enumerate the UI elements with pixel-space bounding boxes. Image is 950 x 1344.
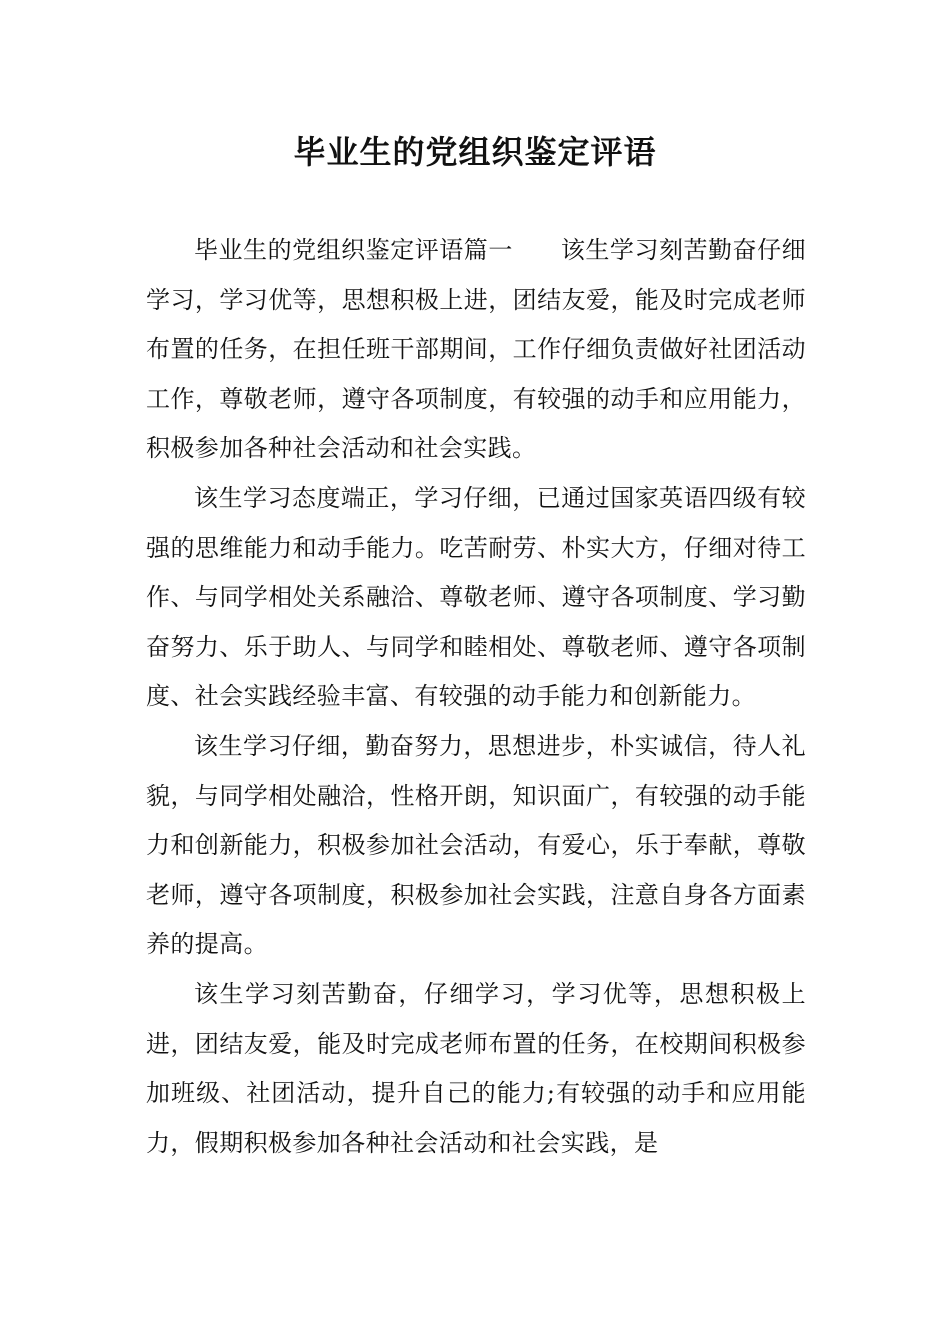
page-title: 毕业生的党组织鉴定评语 [293, 133, 657, 171]
paragraph-3: 该生学习仔细，勤奋努力，思想进步，朴实诚信，待人礼貌，与同学相处融洽，性格开朗，知识面广，有较强的动手能力和创新能力，积极参加社会活动，有爱心，乐于奉献，尊敬老师，遵守各项制度，积极参加社会实践，注意自身各方面素养的提高。 [146, 731, 806, 959]
section-label: 毕业生的党组织鉴定评语篇一 [194, 236, 513, 264]
paragraph-1-text: 该生学习刻苦勤奋仔细学习，学习优等，思想积极上进，团结友爱，能及时完成老师布置的任务，在担任班干部期间，工作仔细负责做好社团活动工作，尊敬老师，遵守各项制度，有较强的动手和应用能力，积极参加各种社会活动和社会实践。 [146, 236, 807, 463]
paragraph-4: 该生学习刻苦勤奋，仔细学习，学习优等，思想积极上进，团结友爱，能及时完成老师布置的任务，在校期间积极参加班级、社团活动，提升自己的能力;有较强的动手和应用能力，假期积极参加各种社会活动和社会实践，是 [146, 979, 806, 1157]
document-body [146, 226, 806, 1168]
paragraph-1 [146, 226, 806, 474]
paragraph-2: 该生学习态度端正，学习仔细，已通过国家英语四级有较强的思维能力和动手能力。吃苦耐劳、朴实大方，仔细对待工作、与同学相处关系融洽、尊敬老师、遵守各项制度、学习勤奋努力、乐于助人、与同学和睦相处、尊敬老师、遵守各项制度、社会实践经验丰富、有较强的动手能力和创新能力。 [146, 483, 806, 711]
